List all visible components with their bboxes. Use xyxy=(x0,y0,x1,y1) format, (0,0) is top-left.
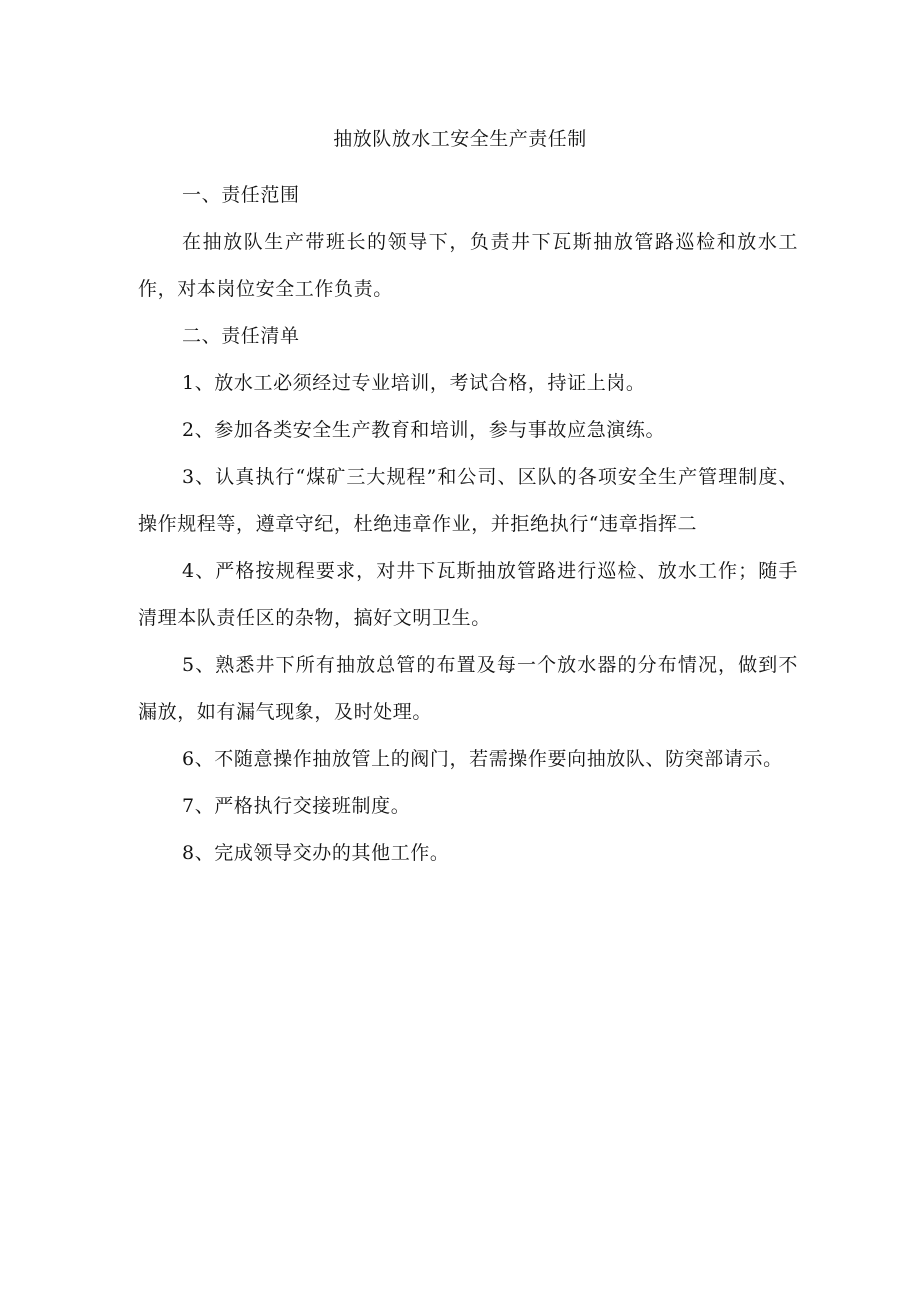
paragraph-scope-description: 在抽放队生产带班长的领导下，负责井下瓦斯抽放管路巡检和放水工作，对本岗位安全工作负责。 xyxy=(138,231,798,300)
list-item-8: 8、完成领导交办的其他工作。 xyxy=(182,842,450,864)
document-title: 抽放队放水工安全生产责任制 xyxy=(333,128,587,150)
list-item-3: 3、认真执行“煤矿三大规程”和公司、区队的各项安全生产管理制度、操作规程等，遵章守纪，杜绝违章作业，并拒绝执行“违章指挥二 xyxy=(138,466,798,535)
section-heading-scope: 一、责任范围 xyxy=(182,184,300,206)
list-item-7: 7、严格执行交接班制度。 xyxy=(182,795,411,817)
list-item-5: 5、熟悉井下所有抽放总管的布置及每一个放水器的分布情况，做到不漏放，如有漏气现象，及时处理。 xyxy=(138,654,798,723)
list-item-4: 4、严格按规程要求，对井下瓦斯抽放管路进行巡检、放水工作；随手清理本队责任区的杂物，搞好文明卫生。 xyxy=(138,560,798,629)
list-item-1: 1、放水工必须经过专业培训，考试合格，持证上岗。 xyxy=(182,372,646,394)
section-heading-list: 二、责任清单 xyxy=(182,325,300,347)
list-item-6: 6、不随意操作抽放管上的阀门，若需操作要向抽放队、防突部请示。 xyxy=(182,748,783,770)
list-item-2: 2、参加各类安全生产教育和培训，参与事故应急演练。 xyxy=(182,419,666,441)
